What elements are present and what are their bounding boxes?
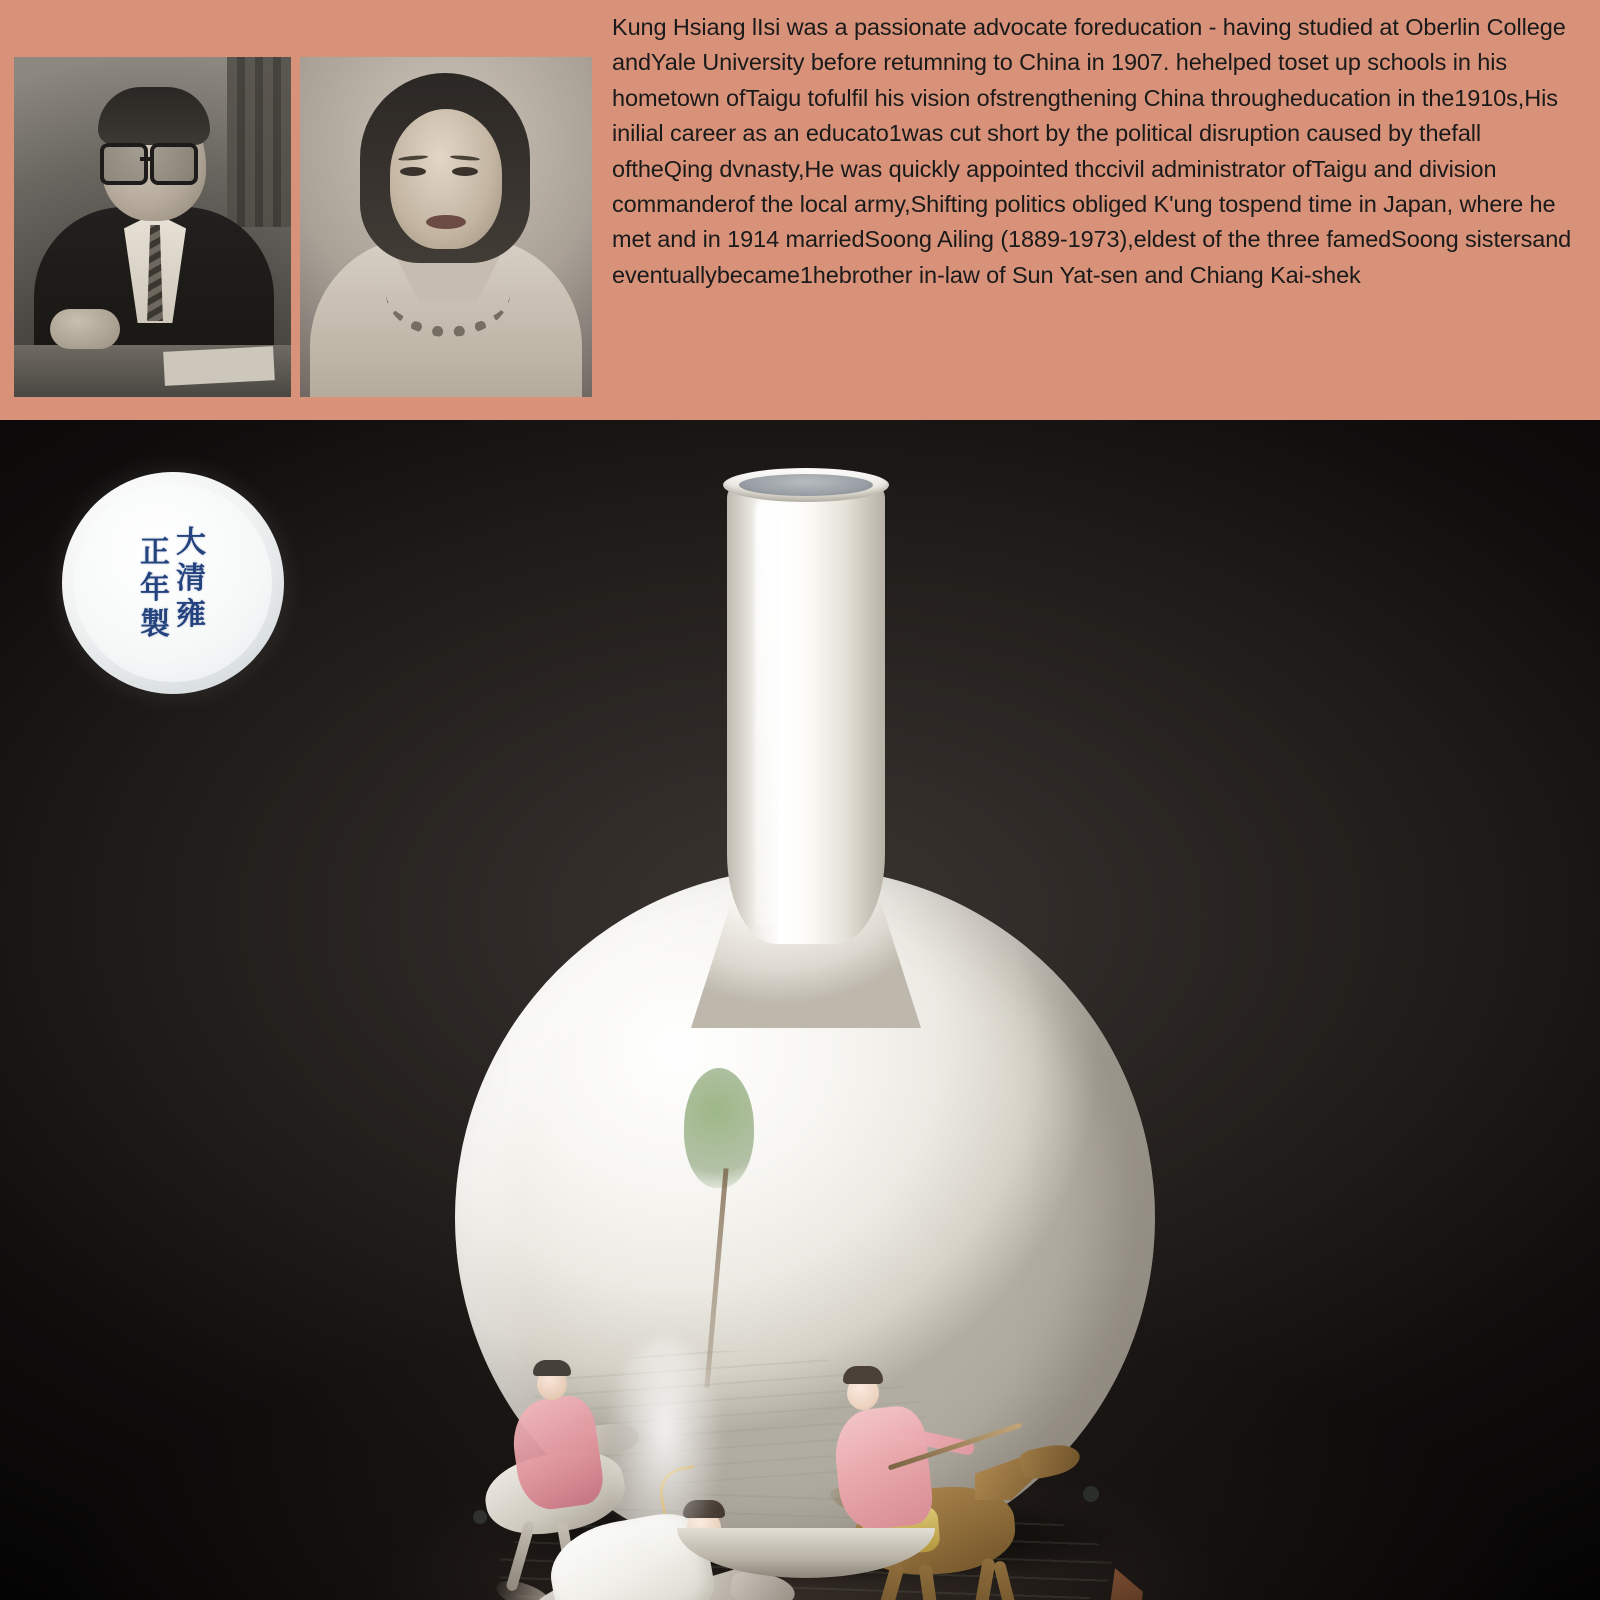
artifact-photo	[0, 420, 1600, 1600]
right-eye	[452, 167, 478, 176]
portrait-man-photo	[14, 57, 291, 397]
porcelain-vase	[455, 468, 1155, 1578]
vase-neck	[727, 474, 885, 944]
painted-rider-upper-hat	[533, 1360, 571, 1376]
reign-mark-roundel	[62, 472, 284, 694]
eyeglasses-right-lens	[150, 143, 198, 185]
bookshelf-shape	[227, 57, 291, 227]
info-banner	[0, 0, 1600, 420]
tree-trunk	[704, 1168, 728, 1388]
painted-rider-pink-robe	[831, 1404, 935, 1533]
mark-char: 製	[140, 607, 170, 642]
mark-characters	[62, 472, 284, 694]
glaze-highlight-neck	[755, 498, 777, 928]
eyeglasses-bridge	[140, 157, 152, 161]
painted-accent-dot	[473, 1510, 487, 1524]
mark-column-1	[176, 525, 206, 632]
horse-head	[1018, 1440, 1083, 1482]
eyeglasses-left-lens	[100, 143, 148, 185]
mark-column-2	[140, 535, 170, 642]
biography-text: Kung Hsiang lIsi was a passionate advocate foreducation - having studied at Oberlin College andYale University before retumning to China in 1907. hehelped toset up schools in his hometown ofTaigu tofulfil his vision ofstrengthening China througheducation in the1910s,His inilial career as an educato1was cut short by the political disruption caused by thefall oftheQing dvnasty,He was quickly appointed thccivil administrator ofTaigu and division commanderof the local army,Shifting politics obliged K'ung tospend time in Japan, where he met and in 1914 marriedSoong Ailing (1889-1973),eldest of the three famedSoong sistersand eventuallybecame1hebrother in-law of Sun Yat-sen and Chiang Kai-shek	[612, 14, 1578, 288]
painted-rider-pink-hat	[843, 1366, 883, 1384]
left-eye	[400, 167, 426, 176]
painted-tree	[670, 1068, 760, 1368]
vase-mouth-opening	[739, 474, 873, 496]
lips-shape	[426, 215, 466, 229]
pearl-necklace	[386, 250, 510, 337]
mark-char: 雍	[176, 597, 206, 632]
mark-char: 清	[176, 561, 206, 596]
painted-accent-dot	[1083, 1486, 1099, 1502]
mark-char: 正	[140, 535, 170, 570]
paper-shape	[163, 346, 275, 386]
mark-char: 大	[176, 525, 206, 560]
mark-char: 年	[140, 571, 170, 606]
portrait-woman-photo	[300, 57, 592, 397]
hair-shape	[98, 87, 210, 145]
tree-foliage	[684, 1068, 754, 1188]
hand-shape	[50, 309, 120, 349]
